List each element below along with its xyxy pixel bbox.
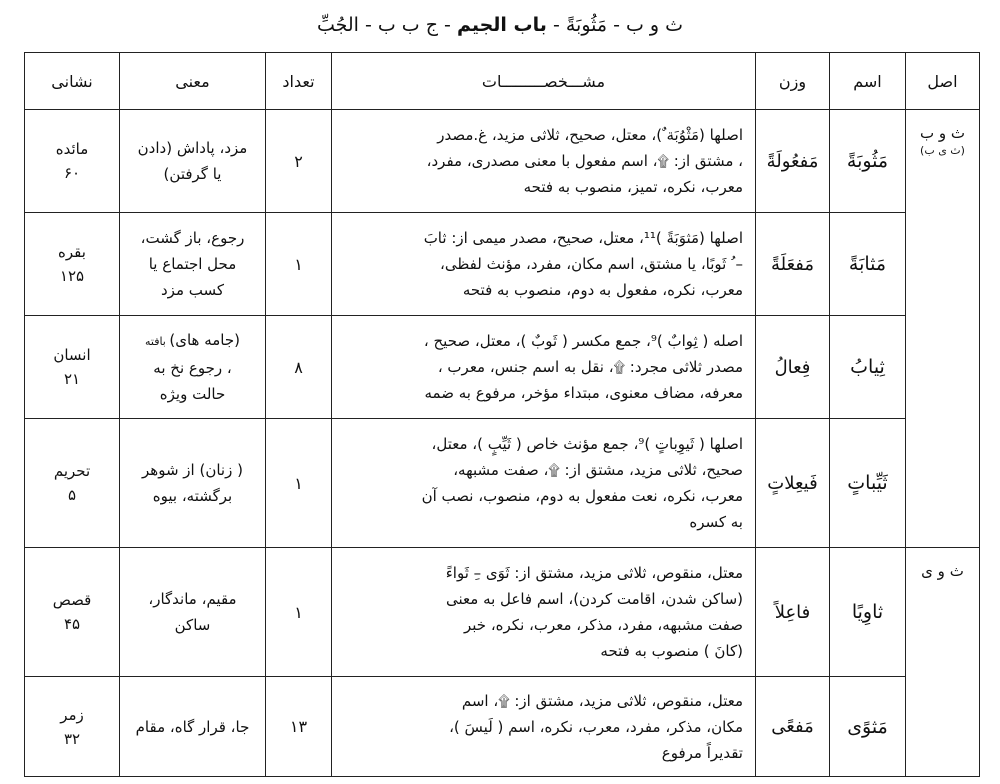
wazn-cell: فِعالُ <box>756 316 830 419</box>
ref-cell <box>25 548 120 677</box>
table-row <box>25 213 980 316</box>
desc-line: معرفه، مضاف معنوی، مبتداء مؤخر، مرفوع به ضمه <box>424 384 743 402</box>
ref-surah: بقره <box>58 243 86 261</box>
ref-cell <box>25 419 120 548</box>
root-text: ث و ب <box>919 124 966 142</box>
ref-surah: انسان <box>53 346 91 364</box>
ref-verse: ۴۵ <box>63 615 81 633</box>
count-cell: ۱ <box>266 419 332 548</box>
meaning-cell <box>120 548 266 677</box>
meaning-line: برگشته، بیوه <box>152 487 233 505</box>
meaning-line: مقیم، ماندگار، <box>148 590 237 608</box>
desc-cell <box>332 677 756 777</box>
desc-line: مکان، مذکر، مفرد، معرب، نکره، اسم ( لَیسَ )، <box>449 717 743 736</box>
header-ref: نشانی <box>25 53 120 110</box>
header-asl: اصل <box>906 53 980 110</box>
meaning-line: حالت ویژه <box>159 385 226 403</box>
desc-line: معتل، منقوص، ثلاثی مزید، مشتق از: ۩، اسم <box>461 691 743 710</box>
meaning-line: جا، قرار گاه، مقام <box>135 717 250 736</box>
header-meaning: معنی <box>120 53 266 110</box>
word-cell: مَثابَةً <box>830 213 906 316</box>
meaning-line: ، رجوع نخ به <box>153 359 232 377</box>
ref-surah: قصص <box>52 591 92 609</box>
root-text: ث و ی <box>921 562 964 580</box>
wazn-cell: فَيعِلاتٍ <box>756 419 830 548</box>
desc-line: صحیح، ثلاثی مزید، مشتق از: ۩، صفت مشبهه، <box>453 461 743 479</box>
ref-surah: مائده <box>55 140 89 158</box>
desc-line: معرب، نکره، تمیز، منصوب به فتحه <box>523 178 743 196</box>
ref-verse: ۶۰ <box>63 164 81 182</box>
word-cell: مَثُوبَةً <box>830 110 906 213</box>
desc-cell <box>332 548 756 677</box>
count-cell: ۲ <box>266 110 332 213</box>
desc-line: مصدر ثلاثی مجرد: ۩، نقل به اسم جنس، معرب ، <box>437 358 743 376</box>
count-cell: ۱ <box>266 213 332 316</box>
meaning-line: مزد، پاداش (دادن <box>137 139 248 157</box>
ref-verse: ۲۱ <box>63 370 81 388</box>
meaning-first: (جامه های) <box>169 331 240 349</box>
ref-surah: زمر <box>60 705 84 724</box>
meaning-cell <box>120 110 266 213</box>
meaning-line: رجوع، باز گشت، <box>140 229 245 247</box>
desc-line: اصلها (مَثْوُبَة ٌ)، معتل، صحیح، ثلاثی مزید، غ.مصدر <box>437 126 743 144</box>
count-cell: ۱۳ <box>266 677 332 777</box>
meaning-cell <box>120 419 266 548</box>
desc-cell <box>332 213 756 316</box>
desc-line: معرب، نکره، مفعول به دوم، منصوب به فتحه <box>462 281 743 299</box>
count-cell: ۱ <box>266 548 332 677</box>
header-ism: اسم <box>830 53 906 110</box>
desc-line: تقدیراً مرفوع <box>661 743 743 762</box>
desc-line: اصلها ( ثَیوِباتٍ )⁹، جمع مؤنث خاص ( ثَیِّبٍ )، معتل، <box>431 435 743 453</box>
table-row <box>25 677 980 777</box>
meaning-first-small: بافته <box>144 335 170 348</box>
ref-cell <box>25 213 120 316</box>
word-cell: ثاوِيًا <box>830 548 906 677</box>
wazn-cell: مَفعًى <box>756 677 830 777</box>
desc-line: (کانَ ) منصوب به فتحه <box>600 642 743 660</box>
meaning-line <box>126 327 259 355</box>
meaning-cell <box>120 316 266 419</box>
ref-verse: ۳۲ <box>63 729 81 748</box>
root-cell <box>906 110 980 548</box>
word-cell: ثِيابُ <box>830 316 906 419</box>
meaning-line: محل اجتماع یا <box>148 255 237 273</box>
desc-line: معرب، نکره، نعت مفعول به دوم، منصوب، نصب آن <box>421 487 743 505</box>
page-title <box>0 10 1000 40</box>
meaning-cell <box>120 213 266 316</box>
wazn-cell: فاعِلاً <box>756 548 830 677</box>
root-subtext: (ث ی ب) <box>920 144 965 157</box>
wazn-cell: مَفعُولَةً <box>756 110 830 213</box>
header-desc: مشـــخصـــــــــات <box>332 53 756 110</box>
word-cell: مَثوًى <box>830 677 906 777</box>
table-row <box>25 419 980 548</box>
desc-line: صفت مشبهه، مفرد، مذکر، معرب، نکره، خبر <box>463 616 743 634</box>
root-cell <box>906 548 980 777</box>
title-part2: - ج ب ب - الجُبِّ <box>316 14 457 36</box>
desc-line: ، مشتق از: ۩، اسم مفعول با معنی مصدری، مفرد، <box>426 152 743 170</box>
table-row <box>25 548 980 677</box>
word-cell: ثَيِّباتٍ <box>830 419 906 548</box>
ref-cell <box>25 316 120 419</box>
ref-verse: ۵ <box>67 486 77 504</box>
desc-line: اصله ( ثِوابٌ )⁹، جمع مکسر ( ثَوبٌ )، معتل، صحیح ، <box>423 332 743 350</box>
desc-cell <box>332 110 756 213</box>
meaning-line: کسب مزد <box>160 281 224 299</box>
title-part1: ث و ب - مَثُوبَةً - <box>546 14 684 36</box>
desc-line: – ُ ثَوبًا، یا مشتق، اسم مکان، مفرد، مؤنث لفظی، <box>440 255 743 273</box>
table-row <box>25 110 980 213</box>
desc-line: (ساکن شدن، اقامت کردن)، اسم فاعل به معنی <box>446 590 743 608</box>
meaning-line: ( زنان) از شوهر <box>142 461 243 479</box>
meaning-line: یا گرفتن) <box>163 165 222 183</box>
meaning-cell <box>120 677 266 777</box>
desc-line: به کسره <box>689 513 743 531</box>
ref-verse: ۱۲۵ <box>59 267 85 285</box>
lexicon-table <box>24 52 980 777</box>
wazn-cell: مَفعَلَةً <box>756 213 830 316</box>
header-row <box>25 53 980 110</box>
ref-cell <box>25 677 120 777</box>
desc-cell <box>332 419 756 548</box>
meaning-line: ساکن <box>174 616 211 634</box>
desc-line: اصلها (مَثوَبَةً )¹¹، معتل، صحیح، مصدر میمی از: ثابَ <box>423 229 743 247</box>
header-count: تعداد <box>266 53 332 110</box>
desc-line: معتل، منقوص، ثلاثی مزید، مشتق از: ثَوَی –ِ ثَواءً <box>445 564 743 582</box>
header-wazn: وزن <box>756 53 830 110</box>
ref-surah: تحریم <box>53 462 91 480</box>
table-row <box>25 316 980 419</box>
count-cell: ۸ <box>266 316 332 419</box>
ref-cell <box>25 110 120 213</box>
desc-cell <box>332 316 756 419</box>
title-bold: باب الجيم <box>456 14 547 36</box>
